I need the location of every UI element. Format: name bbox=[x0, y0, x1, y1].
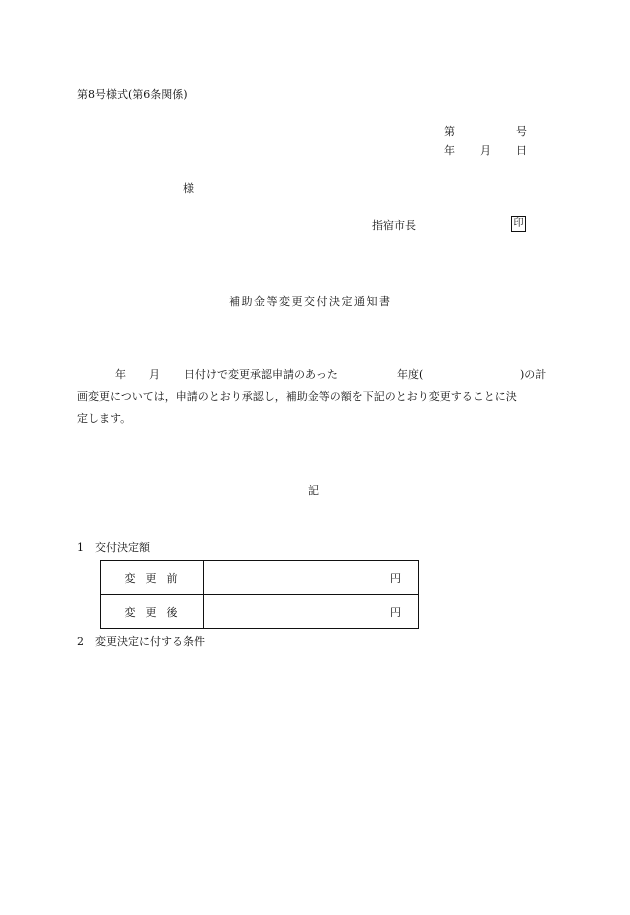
form-number: 第8号様式(第6条関係) bbox=[77, 88, 188, 101]
row-label-before: 変更前 bbox=[101, 561, 204, 595]
document-title: 補助金等変更交付決定通知書 bbox=[229, 295, 392, 308]
item-1-heading: 1 交付決定額 bbox=[77, 541, 150, 554]
table-row bbox=[101, 561, 419, 595]
body-fiscal-year-label: 年度( bbox=[397, 368, 424, 381]
body-paragraph-line-3: 定します。 bbox=[77, 412, 132, 425]
amount-before-cell: 円 bbox=[204, 561, 419, 595]
body-paragraph-line-2: 画変更については，申請のとおり承認し，補助金等の額を下記のとおり変更することに決 bbox=[77, 390, 517, 403]
body-year-label: 年 bbox=[115, 368, 126, 381]
row-label-after: 変更後 bbox=[101, 595, 204, 629]
table-row bbox=[101, 595, 419, 629]
issuer-name: 指宿市長 bbox=[372, 219, 416, 232]
ki-heading: 記 bbox=[308, 484, 319, 497]
date-month-label: 月 bbox=[480, 144, 491, 157]
document-number-label: 第 bbox=[444, 125, 455, 138]
body-date-text: 日付けで変更承認申請のあった bbox=[184, 368, 338, 381]
amount-table bbox=[100, 560, 419, 629]
body-month-label: 月 bbox=[149, 368, 160, 381]
date-year-label: 年 bbox=[444, 144, 455, 157]
date-day-label: 日 bbox=[516, 144, 527, 157]
addressee-honorific: 様 bbox=[183, 182, 194, 195]
body-line1-end: )の計 bbox=[520, 368, 547, 381]
document-number-suffix: 号 bbox=[516, 125, 527, 138]
seal-mark: 印 bbox=[511, 216, 526, 232]
item-2-heading: 2 変更決定に付する条件 bbox=[77, 635, 205, 648]
amount-after-cell: 円 bbox=[204, 595, 419, 629]
